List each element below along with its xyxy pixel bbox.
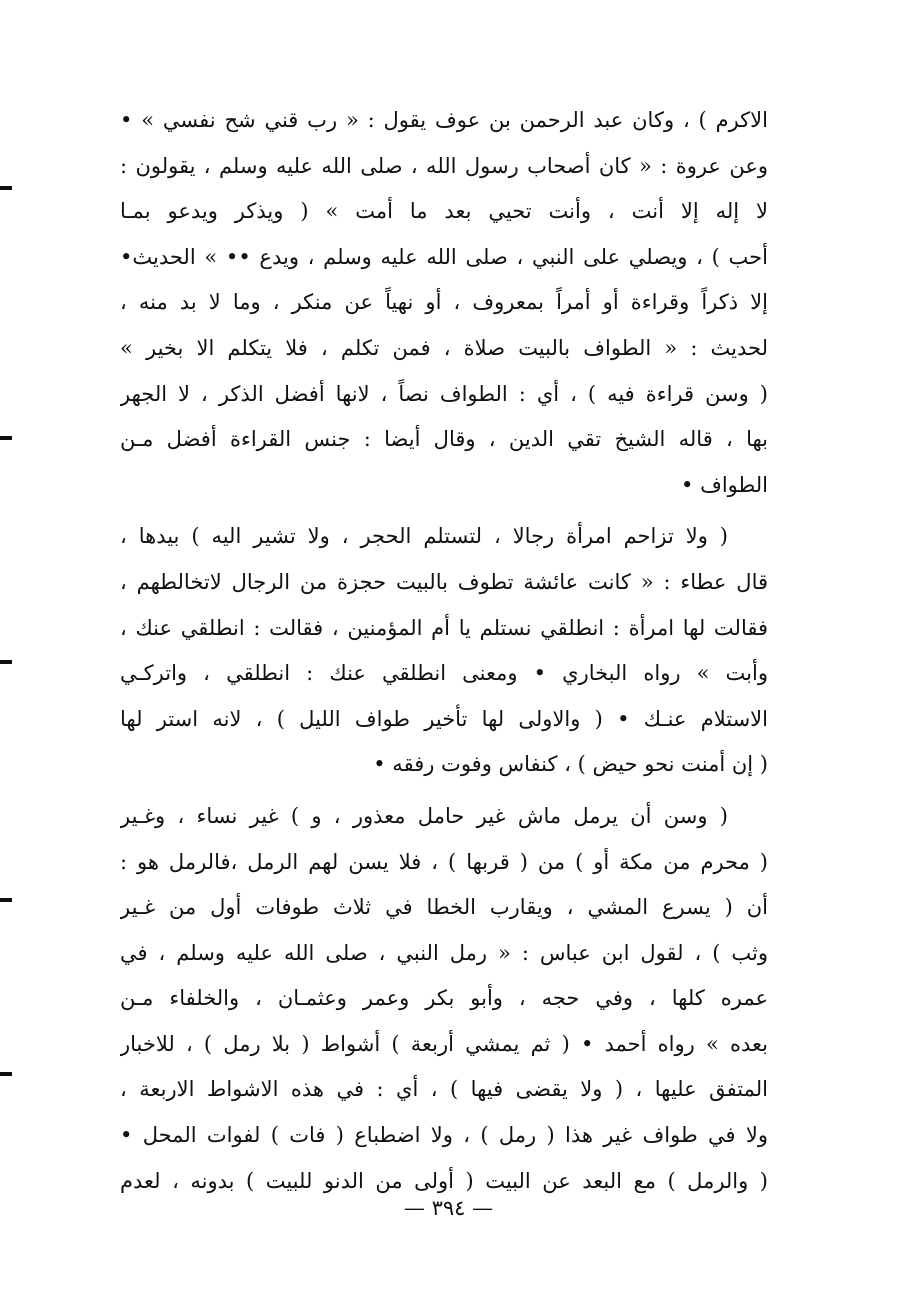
text-line: ( وسن قراءة فيه ) ، أي : الطواف نصاً ، لانها أفضل الذكر ، لا الجهر xyxy=(120,381,768,406)
margin-mark xyxy=(0,1072,12,1076)
text-line: لا إله إلا أنت ، وأنت تحيي بعد ما أمت » ( ويذكر ويدعو بمـا xyxy=(120,199,768,224)
margin-mark xyxy=(0,660,12,664)
paragraph-2 xyxy=(120,514,768,788)
page-number: — ٣٩٤ — xyxy=(403,1196,494,1220)
paragraph-1 xyxy=(120,98,768,508)
text-line: ( ولا تزاحم امرأة رجالا ، لتستلم الحجر ، ولا تشير اليه ) بيدها ، xyxy=(120,524,728,549)
text-line: الاكرم ) ، وكان عبد الرحمن بن عوف يقول : « رب قني شح نفسي » • xyxy=(120,108,768,132)
text-line: وثب ) ، لقول ابن عباس : « رمل النبي ، صلى الله عليه وسلم ، في xyxy=(120,940,768,965)
margin-mark xyxy=(0,186,12,190)
text-line: أن ( يسرع المشي ، ويقارب الخطا في ثلاث طوفات أول من غـير xyxy=(120,895,768,920)
text-line: عمره كلها ، وفي حجه ، وأبو بكر وعمر وعثمـان ، والخلفاء مـن xyxy=(120,986,768,1011)
body-text xyxy=(120,98,768,1204)
text-line: أحب ) ، ويصلي على النبي ، صلى الله عليه وسلم ، ويدع •• » الحديث• xyxy=(120,244,768,269)
text-line: ( محرم من مكة أو ) من ( قربها ) ، فلا يسن لهم الرمل ،فالرمل هو : xyxy=(120,849,768,874)
margin-mark xyxy=(0,436,12,440)
text-line: بها ، قاله الشيخ تقي الدين ، وقال أيضا : جنس القراءة أفضل مـن xyxy=(120,427,768,452)
margin-mark xyxy=(0,898,12,902)
text-line: الطواف • xyxy=(681,472,768,497)
text-line: فقالت لها امرأة : انطلقي نستلم يا أم المؤمنين ، فقالت : انطلقي عنك ، xyxy=(120,615,768,640)
text-line: إلا ذكراً وقراءة أو أمراً بمعروف ، أو نهياً عن منكر ، وما لا بد منه ، xyxy=(120,290,768,315)
text-line: وأبت » رواه البخاري • ومعنى انطلقي عنك : انطلقي ، واتركـي xyxy=(120,661,768,686)
text-line: ( وسن أن يرمل ماش غير حامل معذور ، و ) غير نساء ، وغـير xyxy=(120,803,728,828)
text-line: ( إن أمنت نحو حيض ) ، كنفاس وفوت رفقه • xyxy=(373,752,768,777)
paragraph-3 xyxy=(120,794,768,1204)
text-line: ولا في طواف غير هذا ( رمل ) ، ولا اضطباع ( فات ) لفوات المحل • xyxy=(120,1123,768,1148)
text-line: المتفق عليها ، ( ولا يقضى فيها ) ، أي : في هذه الاشواط الاربعة ، xyxy=(120,1077,768,1102)
text-line: ( والرمل ) مع البعد عن البيت ( أولى من الدنو للبيت ) بدونه ، لعدم xyxy=(120,1168,768,1193)
text-line: قال عطاء : « كانت عائشة تطوف بالبيت حجزة من الرجال لاتخالطهم ، xyxy=(120,569,768,594)
text-line: الاستلام عنـك • ( والاولى لها تأخير طواف الليل ) ، لانه استر لها xyxy=(120,706,768,731)
text-line: وعن عروة : « كان أصحاب رسول الله ، صلى الله عليه وسلم ، يقولون : xyxy=(120,153,768,178)
text-line: بعده » رواه أحمد • ( ثم يمشي أربعة ) أشواط ( بلا رمل ) ، للاخبار xyxy=(120,1031,768,1056)
text-line: لحديث : « الطواف بالبيت صلاة ، فمن تكلم ، فلا يتكلم الا بخير » xyxy=(120,335,768,360)
